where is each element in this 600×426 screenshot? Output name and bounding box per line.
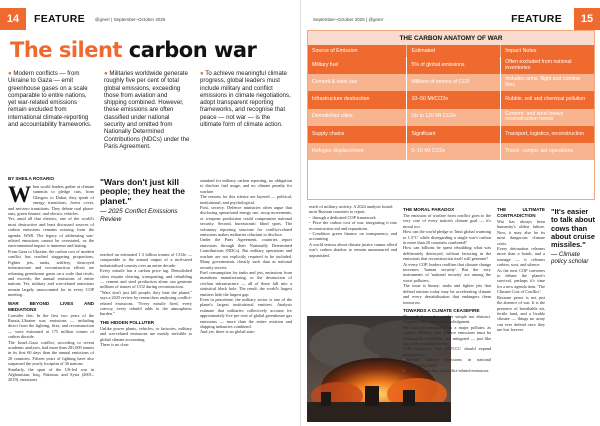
recommendations-list [309, 215, 397, 242]
table-row [308, 74, 594, 91]
table-cell: Refugee displacement [308, 143, 406, 160]
article-column-5 [403, 204, 491, 422]
paragraph: There is no clear [100, 342, 129, 348]
paragraph: The Israel–Gaza conflict, according to recent academic analyses, had more than 281,000 tonnes in its first 60 days than the annual emissions of 20 countries. Fifteen years of fighting have also surpassed the yearly footprint of 36 nations. [8, 339, 94, 367]
table-header-cell: Impact Notes [500, 45, 594, 57]
paragraph: Every detonation releases more than a bomb, and a tonnage — it releases carbon, soot, and silence. [497, 246, 545, 268]
section-label: FEATURE [34, 13, 85, 25]
paragraph: A world serious about climate justice cannot afford war's carbon shadow to remain unmeasured and unpunished. [309, 241, 397, 258]
paragraph: How can the world pledge to 'limit global warming to 1.5°C' while disregarding a single war's carbon in more than 20 countries combined? [403, 229, 491, 246]
table-cell: Transport, logistics, reconstruction [500, 126, 594, 143]
carbon-anatomy-table [307, 30, 595, 200]
paragraph: Every missile has a carbon price tag. Demolished cities require clearing, transporting, and rebuilding — cement and steel production alone can generate millions of tonnes of CO2 during reconstruction. [100, 268, 192, 290]
actions-list [403, 357, 491, 373]
headline-rest: carbon war [121, 38, 257, 62]
paragraph: We must be recognised as a major polluter, as sources. Military and defence emissions must be measurable, verifiable, and mitigated — just like any other industrial sector. [403, 324, 491, 346]
paragraph: Consider this: In the first two years of the Russia–Ukraine war, emissions — including direct from the fighting, fires, and reconstruction — were estimated at 175 million tonnes of carbon dioxide. [8, 312, 94, 340]
table-header-row [308, 45, 594, 57]
table-header-cell: Source of Emission [312, 48, 358, 54]
table-cell: 5% of global emissions [406, 57, 500, 74]
subheading: TOWARDS A CLIMATE CEASEFIRE [403, 307, 480, 313]
paragraph: Under the Paris Agreement, countries report emissions through their Nationally Determined Contributions (NDCs). But military operations and warfare are not explicitly required to be included. Many governments classify such data as national security secrets. [200, 237, 292, 270]
paragraph: The issue is binary: tanks and fighter jets that defend nations today may be accelerating climate and every destabilisation that endangers them tomorrow. [403, 283, 491, 305]
table-cell: Demolished cities [308, 109, 406, 126]
subheading: THE MORAL PARADOX [403, 207, 455, 212]
table-cell: Military fuel [308, 57, 406, 74]
paragraph: From Gaza to Ukraine, the carbon cost of modern conflict has reached staggering proportions. Fighter jets, tanks, artillery, destroyed infrastructure and reconstruction efforts are releasing greenhouse gases on a scale that rivals, and exceeds, the annual emissions of entire nations. Yet, military and war-related emissions remain largely unaccounted for in every COP meeting. [8, 248, 94, 298]
table-cell: Supply chains [308, 126, 406, 143]
table-header-cell: Estimated [406, 45, 500, 57]
table-row [308, 57, 594, 74]
paragraph: reach of military activity. A 2024 analysis found: [309, 204, 393, 209]
running-header: September–October 2025 | @gnerr [313, 16, 384, 22]
subheading: THE HIDDEN POLLUTER [100, 319, 155, 325]
pull-quote-text: "Wars don't just kill people; they heat the planet." [100, 177, 186, 206]
list-item: • Condition green finance on transparency and accounting [309, 231, 397, 242]
paragraph: most Russian countries to report. [309, 209, 366, 215]
list-item: • Mandate reporting of conflict-related emissions [403, 368, 491, 373]
section-label: FEATURE [511, 13, 562, 25]
col1-lead: hen world leaders gather at climate summits to pledge cuts, from Glasgow to Dubai, they speak of energy transitions, forest cover, and net-zero transitions. They debate coal phase-outs, green finance, and electric vehicles. [8, 184, 94, 217]
paragraph: Similarly, the span of the US-led war in Afghanistan, Iraq, Pakistan, and Syria (2001–2019), emissions [8, 366, 94, 383]
deck-3: ● To achieve meaningful climate progress, global leaders must include military and conflict emissions in climate negotiations, adopt transparent reporting frameworks, and recognise that peace — not war — is the ultimate form of climate action. [200, 70, 291, 129]
paragraph: Unlike power plants, vehicles, or factories, military and war-related emissions are mostly invisible to global climate accounting. [100, 325, 192, 342]
paragraph: War has always been humanity's oldest failure. Now, it may also be its most dangerous climate crisis. [497, 219, 545, 246]
table-cell: Significant [406, 126, 500, 143]
subheading: WAR BEYOND LIVES AND MEDIATIONS [8, 300, 94, 312]
table-row [308, 91, 594, 108]
paragraph: The emission of warfare from conflict goes to the very core of every nation's climate goal — it's moral too. [403, 213, 491, 229]
headline-accent: The silent [10, 38, 122, 62]
pull-quote-source: — 2025 Conflict Emissions Review [100, 208, 178, 223]
paragraph: Yet, amid all that rhetoric, one of the world's most destructive and least discussed sources of carbon emissions remains missing from the agenda: WAR. The legacy of addressing war-related emissions cannot be overstated, as the environmental impact is immense and lasting. [8, 216, 94, 249]
pull-quote-text: "It's easier to talk about cows than about cruise missiles." [551, 207, 595, 250]
paragraph: Fuel consumption for tanks and jets, emissions from munitions manufacturing, or the destruction of civilian infrastructure — all of these fall into a statistical black hole. The result: the world's largest emitters hide the largest gap. [200, 269, 292, 297]
paragraph: First, secrecy. Defence ministries often argue that disclosing operational energy use, troop movements, or weapons production could compromise national security. Second, bureaucratic blind spots. The voluntary reporting structure for conflict-related emissions makes militaries reluctant to disclose. [200, 205, 292, 238]
list-item: • Include military emissions in national inventories by 2027 [403, 357, 491, 368]
deck-2: ● Militaries worldwide generate roughly five per cent of total global emissions, exceeding those from aviation and shipping combined. However, these emissions are often classified under national security and omitted from Nationally Determined Contributions (NDCs) under the Paris Agreement. [104, 70, 190, 150]
list-item: • through a dedicated COP framework [309, 215, 397, 220]
paragraph: reached an estimated 1.3 billion tonnes of CO2e — comparable to the annual output of a mid-sized industrialised country over an entire decade. [100, 252, 192, 268]
article-column-3 [200, 178, 292, 422]
paragraph: Even in peacetime, the military sector is one of the planet's largest institutional emitters. Analysts estimate that militaries collectively account for approximately five per cent of global greenhouse gas emissions — more than the entire aviation and shipping industries combined. [200, 296, 292, 329]
paragraph: And yet, there is no global stan- [200, 329, 256, 335]
headline [10, 38, 256, 62]
deck-2-text: Militaries worldwide generate roughly five per cent of total global emissions, exceeding those from aviation and shipping combined. However, these emissions are often classified under national security and omitted from Nationally Determined Contributions (NDCs) under the Paris Agreement. [104, 70, 190, 150]
paragraph: How can billions be spent rebuilding what was deliberately destroyed, without factoring in the emissions that reconstruction itself will generate? [403, 245, 491, 262]
table-cell: Often excluded from national inventories [500, 57, 594, 74]
subheading: THE ULTIMATE CONTRADICTION [497, 207, 545, 218]
page-number: 14 [0, 8, 26, 30]
table-cell: Infrastructure destruction [308, 91, 406, 108]
list-item: • Price the carbon cost of war, integrating it into reconstruction aid and reparations [309, 220, 397, 231]
article-column-4 [309, 204, 397, 314]
deck-1: ● Modern conflicts — from Ukraine to Gaza — emit greenhouse gases on a scale comparable to entire nations, yet war-related emissions remain excluded from international climate-reporting and accountability frameworks. [8, 70, 92, 129]
page-number: 15 [574, 8, 600, 30]
byline: BY SHEILA ROSARIO [8, 176, 55, 181]
table-cell: Cement- and steel-heavy reconstruction needs [500, 109, 594, 126]
paragraph: At every COP, leaders reaffirm that climate change increases 'human security'. But the very instruments of 'national security' are among the worst polluters. [403, 261, 491, 283]
table-row [308, 143, 594, 160]
paragraph: standard for military carbon reporting, no obligation to disclose fuel usage, and no climate penalty for warfare. [200, 178, 292, 194]
table-cell: 10–50 Mt/CO2e [406, 91, 500, 108]
deck-3-text: To achieve meaningful climate progress, global leaders must include military and conflict emissions in climate negotiations, adopt transparent reporting frameworks, and recognise that peace — not war — is the ultimate form of climate action. [200, 70, 291, 129]
table-row [308, 109, 594, 126]
table-title: THE CARBON ANATOMY OF WAR [308, 31, 594, 45]
table-cell: Travel, camps, aid operations [500, 143, 594, 160]
pull-quote [100, 178, 192, 223]
paragraph: COP organisers and UNFCCC should expand programs to: [403, 346, 491, 357]
table-cell: Includes arms, flight and combat fires [500, 74, 594, 91]
paragraph: As the next COP convenes to debate the planet's survival, perhaps it's time for a new agenda item. 'The Climate Cost of Conflict.' [497, 267, 545, 295]
table-cell: Cement & steel use [308, 74, 406, 91]
article-column-1 [8, 184, 94, 422]
paragraph: The path forward is neither simple nor abstract. Progress will require acknowledgment. [403, 313, 491, 325]
paragraph: "Wars don't just kill people; they heat the planet," says a 2025 review by researchers analysing conflict-related emissions. "Every missile fired, every convoy, every rebuild adds to the atmospheric burden." [100, 289, 192, 317]
paragraph: Because peace is not just the absence of war. It is the presence of breathable air, fertile land, and a livable climate — things no army can ever defend once they are lost forever. [497, 294, 545, 333]
drop-cap: W [8, 184, 31, 207]
running-header: @gnerr | September–October 2025 [94, 16, 166, 22]
table-cell: Rubble, soil and chemical pollution [500, 91, 594, 108]
page-header [0, 8, 300, 30]
paragraph: The reasons for this silence are layered — political, institutional, and psychological. [200, 194, 292, 205]
table-cell: Up to 120 Mt CO2e [406, 109, 500, 126]
pull-quote [551, 208, 597, 265]
table-row [308, 126, 594, 143]
right-page [300, 0, 600, 426]
pull-quote-source: — Climate policy scholar [551, 251, 589, 266]
article-column-6 [497, 204, 545, 422]
article-column-2 [100, 252, 192, 422]
deck-1-text: Modern conflicts — from Ukraine to Gaza — emit greenhouse gases on a scale comparable to entire nations, yet war-related emissions remain excluded from international climate-reporting and accountability frameworks. [8, 70, 92, 129]
table-cell: Millions of tonnes of CO2 [406, 74, 500, 91]
page-header [301, 8, 600, 30]
table-cell: 5–10 Mt CO2e [406, 143, 500, 160]
